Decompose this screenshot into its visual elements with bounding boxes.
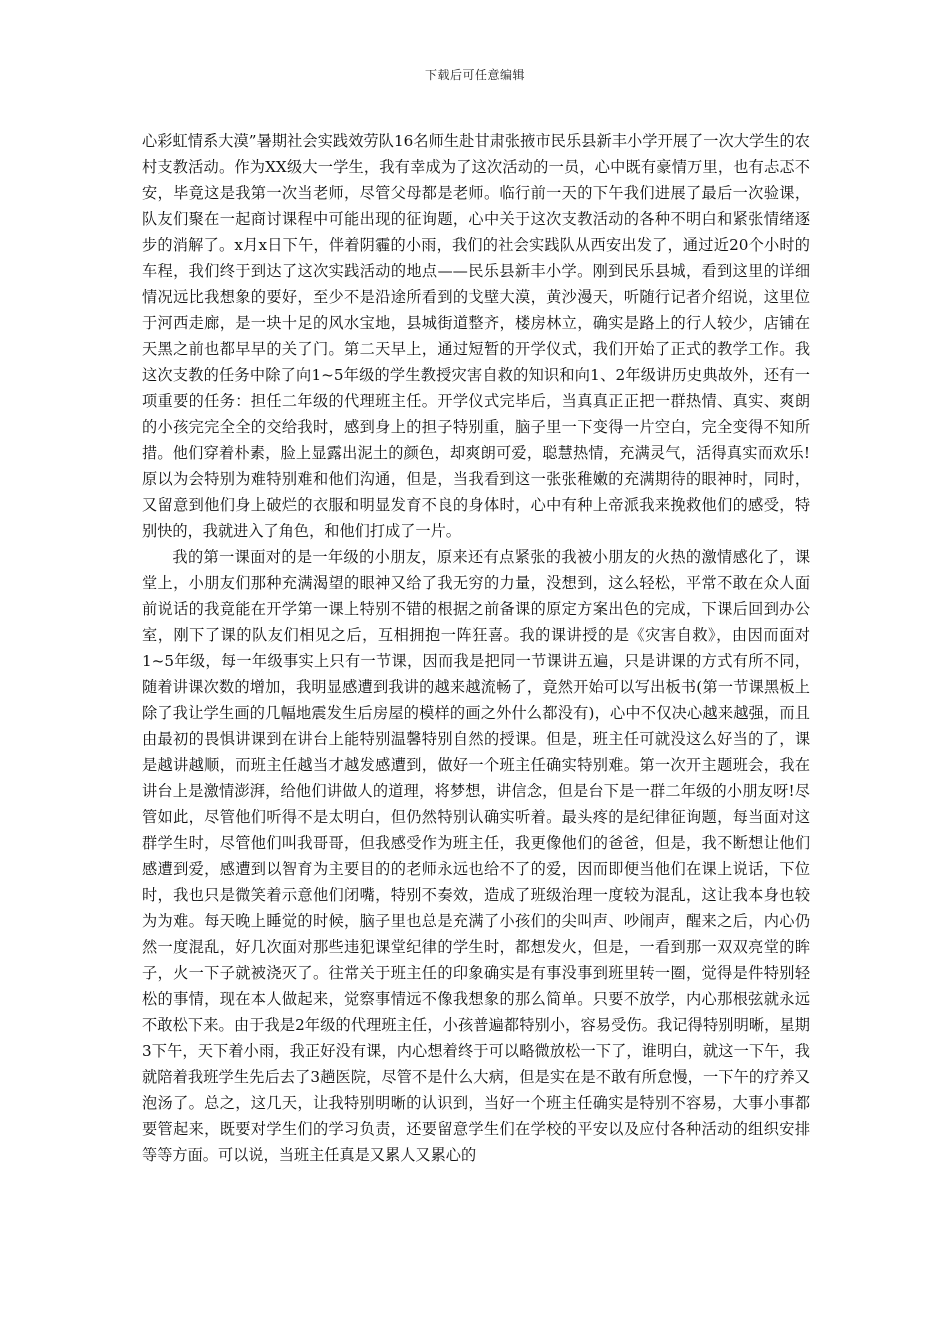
paragraph-2: 我的第一课面对的是一年级的小朋友，原来还有点紧张的我被小朋友的火热的激情感化了，课堂上，小朋友们那种充满渴望的眼神又给了我无穷的力量，没想到，这么轻松，平常不敢在众人面前说话的我竟能在开学第一课上特别不错的根据之前备课的原定方案出色的完成，下课后回到办公室，刚下了课的队友们相见之后，互相拥抱一阵狂喜。我的课讲授的是《灾害自救》，由因而面对1~5年级，每一年级事实上只有一节课，因而我是把同一节课讲五遍，只是讲课的方式有所不同，随着讲课次数的增加，我明显感遭到我讲的越来越流畅了，竟然开始可以写出板书(第一节课黑板上除了我让学生画的几幅地震发生后房屋的模样的画之外什么都没有)，心中不仅决心越来越强，而且由最初的畏惧讲课到在讲台上能特别温馨特别自然的授课。但是，班主任可就没这么好当的了，课是越讲越顺，而班主任越当才越发感遭到，做好一个班主任确实特别难。第一次开主题班会，我在讲台上是激情澎湃，给他们讲做人的道理，将梦想，讲信念，但是台下是一群二年级的小朋友呀!尽管如此，尽管他们听得不是太明白，但仍然特别认确实听着。最头疼的是纪律征询题，每当面对这群学生时，尽管他们叫我哥哥，但我感受作为班主任，我更像他们的爸爸，但是，我不断想让他们感遭到爱，感遭到以智育为主要目的的老师永远也给不了的爱，因而即便当他们在课上说话，下位时，我也只是微笑着示意他们闭嘴，特别不奏效，造成了班级治理一度较为混乱，这让我本身也较为为难。每天晚上睡觉的时候，脑子里也总是充满了小孩们的尖叫声、吵闹声，醒来之后，内心仍然一度混乱，好几次面对那些违犯课堂纪律的学生时，都想发火，但是，一看到那一双双亮堂的眸子，火一下子就被浇灭了。往常关于班主任的印象确实是有事没事到班里转一圈，觉得是件特别轻松的事情，现在本人做起来，觉察事情远不像我想象的那么简单。只要不放学，内心那根弦就永远不敢松下来。由于我是2年级的代理班主任，小孩普遍都特别小，容易受伤。我记得特别明晰，星期3下午，天下着小雨，我正好没有课，内心想着终于可以略微放松一下了，谁明白，就这一下午，我就陪着我班学生先后去了3趟医院，尽管不是什么大病，但是实在是不敢有所怠慢，一下午的疗养又泡汤了。总之，这几天，让我特别明晰的认识到，当好一个班主任确实是特别不容易，大事小事都要管起来，既要对学生们的学习负责，还要留意学生们在学校的平安以及应付各种活动的组织安排等等方面。可以说，当班主任真是又累人又累心的 xyxy=(142,548,810,1164)
page-header: 下载后可任意编辑 xyxy=(424,68,525,82)
document-body xyxy=(142,128,810,1168)
paragraph-1: 心彩虹情系大漠”暑期社会实践效劳队16名师生赴甘肃张掖市民乐县新丰小学开展了一次大学生的农村支教活动。作为XX级大一学生，我有幸成为了这次活动的一员，心中既有豪情万里，也有忐忑不安，毕竟这是我第一次当老师，尽管父母都是老师。临行前一天的下午我们进展了最后一次验课，队友们聚在一起商讨课程中可能出现的征询题，心中关于这次支教活动的各种不明白和紧张情绪逐步的消解了。x月x日下午，伴着阴霾的小雨，我们的社会实践队从西安出发了，通过近20个小时的车程，我们终于到达了这次实践活动的地点——民乐县新丰小学。刚到民乐县城，看到这里的详细情况远比我想象的要好，至少不是沿途所看到的戈壁大漠，黄沙漫天，听随行记者介绍说，这里位于河西走廊，是一块十足的风水宝地，县城街道整齐，楼房林立，确实是路上的行人较少，店铺在天黑之前也都早早的关了门。第二天早上，通过短暂的开学仪式，我们开始了正式的教学工作。我这次支教的任务中除了向1~5年级的学生教授灾害自救的知识和向1、2年级讲历史典故外，还有一项重要的任务：担任二年级的代理班主任。开学仪式完毕后，当真真正正把一群热情、真实、爽朗的小孩完完全全的交给我时，感到身上的担子特别重，脑子里一下变得一片空白，完全变得不知所措。他们穿着朴素，脸上显露出泥土的颜色，却爽朗可爱，聪慧热情，充满灵气，活得真实而欢乐!原以为会特别为难特别难和他们沟通，但是，当我看到这一张张稚嫩的充满期待的眼神时，同时，又留意到他们身上破烂的衣服和明显发育不良的身体时，心中有种上帝派我来挽救他们的感受，特别快的，我就进入了角色，和他们打成了一片。 xyxy=(142,132,810,540)
